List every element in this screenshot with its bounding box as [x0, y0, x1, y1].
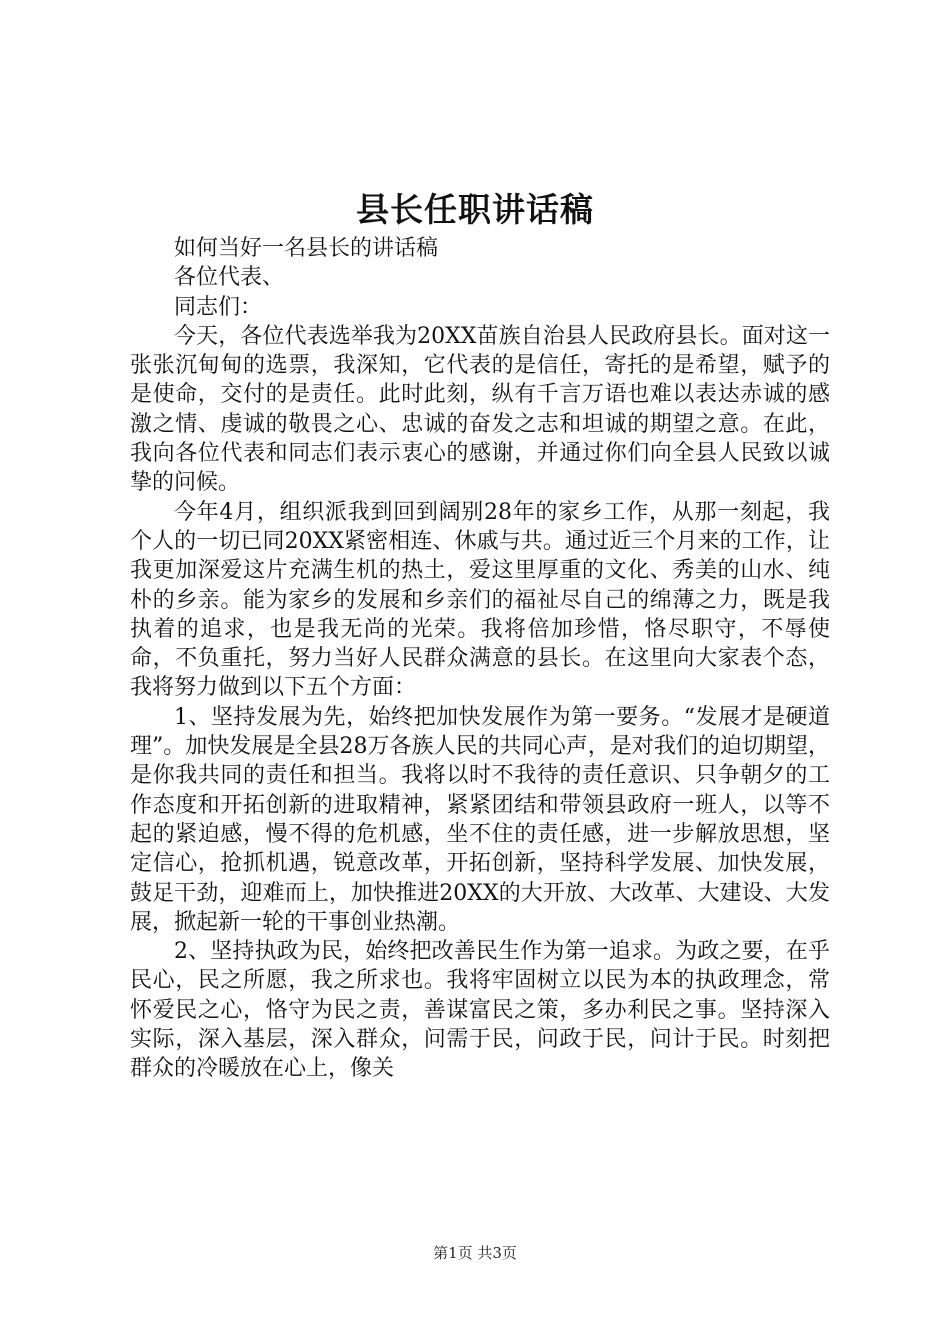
document-body — [130, 234, 830, 1084]
body-paragraph: 今年4月，组织派我到回到阔别28年的家乡工作，从那一刻起，我个人的一切已同20XX紧密相连、休戚与共。通过近三个月来的工作，让我更加深爱这片充满生机的热土，爱这里厚重的文化、秀美的山水、纯朴的乡亲。能为家乡的发展和乡亲们的福祉尽自己的绵薄之力，既是我执着的追求，也是我无尚的光荣。我将倍加珍惜，恪尽职守，不辱使命，不负重托，努力当好人民群众满意的县长。在这里向大家表个态，我将努力做到以下五个方面： — [130, 499, 830, 701]
body-paragraph: 2、坚持执政为民，始终把改善民生作为第一追求。为政之要，在乎民心，民之所愿，我之所求也。我将牢固树立以民为本的执政理念，常怀爱民之心，恪守为民之责，善谋富民之策，多办利民之事。坚持深入实际，深入基层，深入群众，问需于民，问政于民，问计于民。时刻把群众的冷暖放在心上，像关 — [130, 939, 830, 1082]
body-paragraph: 1、坚持发展为先，始终把加快发展作为第一要务。“发展才是硬道理”。加快发展是全县28万各族人民的共同心声，是对我们的迫切期望，是你我共同的责任和担当。我将以时不我待的责任意识、只争朝夕的工作态度和开拓创新的进取精神，紧紧团结和带领县政府一班人，以等不起的紧迫感，慢不得的危机感，坐不住的责任感，进一步解放思想，坚定信心，抢抓机遇，锐意改革，开拓创新，坚持科学发展、加快发展，鼓足干劲，迎难而上，加快推进20XX的大开放、大改革、大建设、大发展，掀起新一轮的干事创业热潮。 — [130, 704, 830, 935]
salutation-paragraph: 各位代表、 — [174, 265, 285, 291]
salutation-paragraph: 同志们： — [174, 294, 263, 320]
body-paragraph: 今天，各位代表选举我为20XX苗族自治县人民政府县长。面对这一张张沉甸甸的选票，我深知，它代表的是信任，寄托的是希望，赋予的是使命，交付的是责任。此时此刻，纵有千言万语也难以表达赤诚的感激之情、虔诚的敬畏之心、忠诚的奋发之志和坦诚的期望之意。在此，我向各位代表和同志们表示衷心的感谢，并通过你们向全县人民致以诚挚的问候。 — [130, 323, 830, 496]
page-number: 第1页 共3页 — [433, 1244, 517, 1262]
subtitle-paragraph: 如何当好一名县长的讲话稿 — [174, 236, 439, 261]
document-title: 县长任职讲话稿 — [356, 190, 594, 229]
